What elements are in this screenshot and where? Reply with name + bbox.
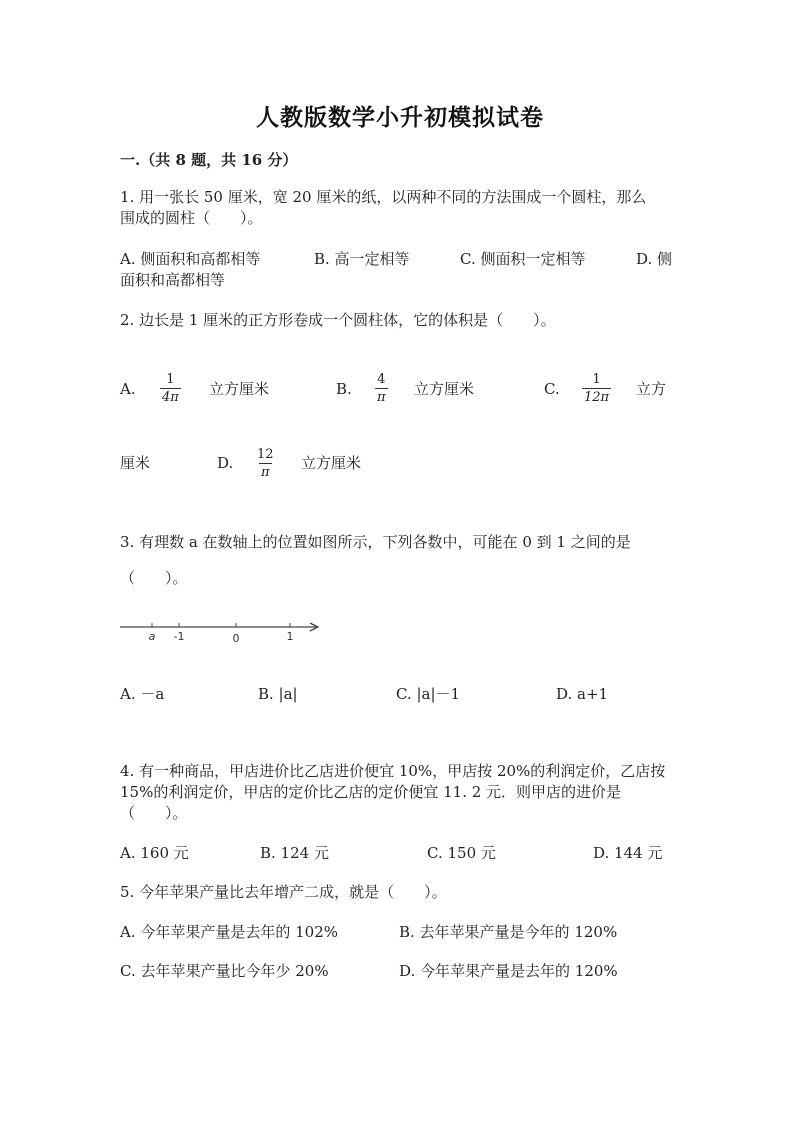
q2-option-c-unit-continued: 厘米 [120,454,151,472]
q2-option-b-label: B. [336,380,352,398]
fraction-denominator: 12π [584,390,610,405]
fraction-numerator: 1 [166,372,175,387]
q3-option-d: D. a+1 [556,685,609,703]
fraction-denominator: 4π [162,390,179,405]
q4-stem-line2: 15%的利润定价，甲店的定价比乙店的定价便宜 11. 2 元．则甲店的进价是 [120,783,622,801]
q1-option-d-continued: 面积和高都相等 [120,271,226,289]
q2-option-d-fraction [255,447,276,480]
q2-option-b-unit: 立方厘米 [414,380,475,398]
page-title: 人教版数学小升初模拟试卷 [256,104,544,131]
q4-option-d: D. 144 元 [593,844,663,862]
q2-option-d-label: D. [217,454,234,472]
q3-stem-line1: 3. 有理数 a 在数轴上的位置如图所示，下列各数中，可能在 0 到 1 之间的是 [120,533,631,551]
q5-option-a: A. 今年苹果产量是去年的 102% [120,923,339,941]
q4-option-a: A. 160 元 [120,844,189,862]
fraction-numerator: 12 [257,447,274,462]
q3-option-b: B. |a| [258,685,298,703]
q1-option-d: D. 侧 [636,250,673,268]
fraction-numerator: 4 [377,372,386,387]
q1-stem-line2: 围成的圆柱（ ）。 [120,209,263,227]
axis-label-zero: 0 [232,632,240,645]
q2-stem: 2. 边长是 1 厘米的正方形卷成一个圆柱体，它的体积是（ ）。 [120,311,556,329]
axis-label-a: a [148,630,156,643]
q3-option-a: A. －a [120,685,165,703]
q1-option-a: A. 侧面积和高都相等 [120,250,261,268]
q5-option-d: D. 今年苹果产量是去年的 120% [399,962,618,980]
q1-option-c: C. 侧面积一定相等 [460,250,586,268]
q4-option-c: C. 150 元 [427,844,496,862]
q3-option-c: C. |a|－1 [396,685,461,703]
q3-stem-line2: （ ）。 [120,569,188,587]
q1-stem-line1: 1. 用一张长 50 厘米，宽 20 厘米的纸，以两种不同的方法围成一个圆柱，那么 [120,188,647,206]
q4-option-b: B. 124 元 [260,844,329,862]
q2-option-c-label: C. [544,380,560,398]
q1-option-b: B. 高一定相等 [314,250,410,268]
q2-option-c-fraction [582,372,611,405]
q5-stem: 5. 今年苹果产量比去年增产二成，就是（ ）。 [120,883,447,901]
section-heading: 一.（共 8 题，共 16 分） [120,151,298,169]
q2-option-b-fraction [375,372,388,405]
fraction-denominator: π [377,390,386,405]
number-line-figure [118,615,328,647]
q5-option-c: C. 去年苹果产量比今年少 20% [120,962,329,980]
q4-stem-line1: 4. 有一种商品，甲店进价比乙店进价便宜 10%，甲店按 20%的利润定价，乙店按 [120,762,666,780]
axis-label-neg1: -1 [173,630,185,643]
q2-option-a-fraction [160,372,181,405]
fraction-numerator: 1 [592,372,601,387]
axis-label-one: 1 [286,630,294,643]
q2-option-a-unit: 立方厘米 [209,380,270,398]
q5-option-b: B. 去年苹果产量是今年的 120% [399,923,618,941]
q2-option-a-label: A. [120,380,136,398]
q2-option-d-unit: 立方厘米 [301,454,362,472]
q2-option-c-unit: 立方 [636,380,667,398]
fraction-denominator: π [261,465,270,480]
q4-stem-line3: （ ）。 [120,804,188,822]
